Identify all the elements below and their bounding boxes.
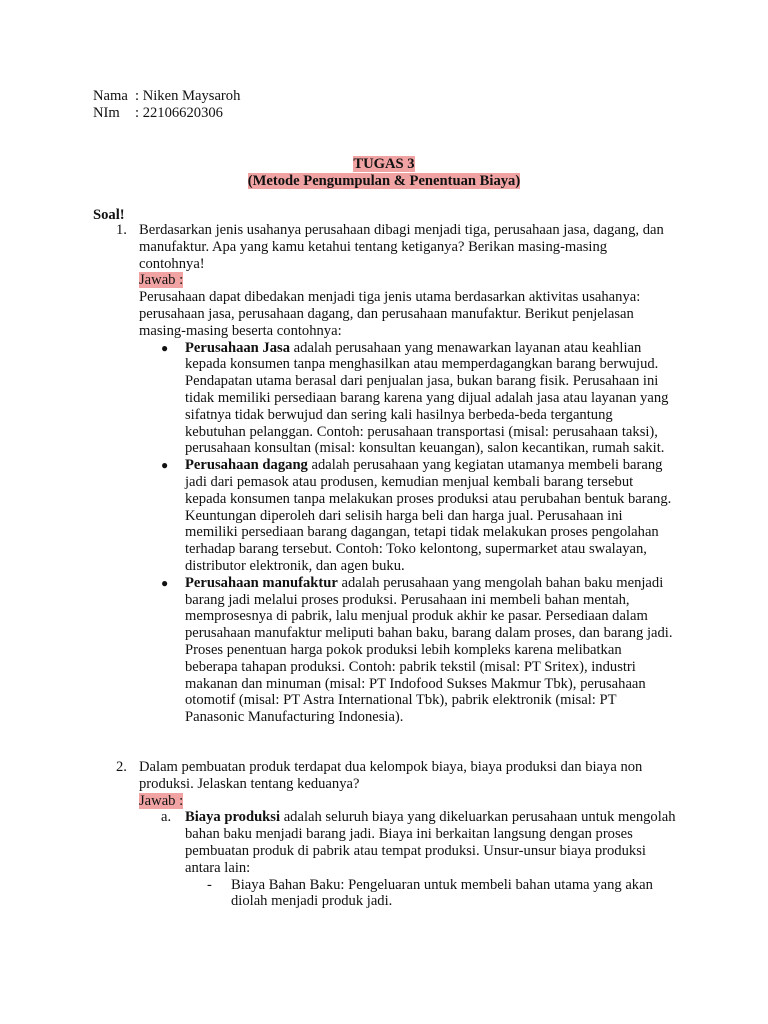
- cost-element-text: Biaya Bahan Baku: Pengeluaran untuk membeli bahan utama yang akan diolah menjadi produk jadi.: [231, 876, 653, 910]
- term: Perusahaan dagang: [185, 457, 308, 474]
- bullet-icon: ●: [161, 575, 169, 590]
- list-item: [139, 575, 676, 726]
- cost-group-list: [139, 809, 676, 910]
- company-type-list: [139, 340, 676, 726]
- document-title: [0, 156, 768, 190]
- title-line-1: TUGAS 3: [353, 156, 415, 172]
- term-description: adalah seluruh biaya yang dikeluarkan perusahaan untuk mengolah bahan baku menjadi barang jadi. Biaya ini berkaitan langsung dengan proses pembuatan produk di pabrik atau tempat produksi. Unsur-unsur biaya produksi antara lain:: [185, 809, 676, 876]
- soal-heading: Soal!: [93, 207, 125, 223]
- question-2: [116, 759, 676, 910]
- student-info: [93, 88, 240, 122]
- question-1-number: 1.: [116, 222, 127, 238]
- answer-1-label: Jawab :: [139, 272, 184, 289]
- nim-value: : 22106620306: [135, 104, 223, 121]
- list-item: [139, 340, 676, 458]
- answer-2-label: Jawab :: [139, 792, 184, 809]
- question-2-number: 2.: [116, 759, 127, 775]
- term: Perusahaan manufaktur: [185, 574, 338, 591]
- answer-1-intro: Perusahaan dapat dibedakan menjadi tiga jenis utama berdasarkan aktivitas usahanya: perusahaan jasa, perusahaan dagang, dan perusahaan manufaktur. Berikut penjelasan masing-masing beserta contohnya:: [139, 289, 641, 339]
- question-2-text: Dalam pembuatan produk terdapat dua kelompok biaya, biaya produksi dan biaya non produksi. Jelaskan tentang keduanya?: [139, 759, 643, 792]
- term-description: adalah perusahaan yang mengolah bahan baku menjadi barang jadi melalui proses produksi. Perusahaan ini membeli bahan mentah, memprosesnya di pabrik, lalu menjual produk akhir ke pasar. Persediaan dalam perusahaan manufaktur meliputi bahan baku, barang dalam proses, dan barang jadi. Proses penentuan harga pokok produksi lebih kompleks karena melibatkan beberapa tahapan produksi. Contoh: pabrik tekstil (misal: PT Sritex), industri makanan dan minuman (misal: PT Indofood Sukses Makmur Tbk), perusahaan otomotif (misal: PT Astra International Tbk), pabrik elektronik (misal: PT Panasonic Manufacturing Indonesia).: [185, 574, 673, 726]
- term: Perusahaan Jasa: [185, 339, 291, 356]
- question-1-text: Berdasarkan jenis usahanya perusahaan dibagi menjadi tiga, perusahaan jasa, dagang, dan manufaktur. Apa yang kamu ketahui tentang ketiganya? Berikan masing-masing contohnya!: [139, 222, 664, 272]
- list-item: [139, 457, 676, 575]
- name-label: Nama: [93, 88, 128, 104]
- nim-label: NIm: [93, 104, 120, 121]
- term-description: adalah perusahaan yang kegiatan utamanya membeli barang jadi dari pemasok atau produsen, kemudian menjual kembali barang tersebut kepada konsumen tanpa melakukan proses produksi atau perubahan bentuk barang. Keuntungan diperoleh dari selisih harga beli dan harga jual. Perusahaan ini memiliki persediaan barang dagangan, tetapi tidak melakukan proses pengolahan terhadap barang tersebut. Contoh: Toko kelontong, supermarket atau swalayan, distributor elektronik, dan agen buku.: [185, 457, 672, 574]
- question-1: [116, 222, 676, 726]
- term: Biaya produksi: [185, 809, 281, 826]
- name-row: [93, 88, 240, 105]
- bullet-icon: ●: [161, 458, 169, 473]
- term-description: adalah perusahaan yang menawarkan layanan atau keahlian kepada konsumen tanpa menghasilkan atau memperdagangkan barang berwujud. Pendapatan utama berasal dari penjualan jasa, bukan barang fisik. Perusahaan ini tidak memiliki persediaan barang karena yang dijual adalah jasa atau layanan yang sifatnya tidak berwujud dan sering kali hasilnya berbeda-beda tergantung kebutuhan pelanggan. Contoh: perusahaan transportasi (misal: perusahaan taksi), perusahaan konsultan (misal: konsultan keuangan), salon kecantikan, rumah sakit.: [185, 339, 669, 457]
- list-marker: -: [207, 876, 212, 893]
- list-marker: a.: [161, 809, 172, 826]
- list-item: [139, 809, 676, 910]
- cost-element-list: [185, 877, 676, 911]
- list-item: [185, 877, 676, 911]
- title-line-2: (Metode Pengumpulan & Penentuan Biaya): [247, 172, 521, 189]
- bullet-icon: ●: [161, 340, 169, 355]
- nim-row: [93, 105, 240, 122]
- name-value: : Niken Maysaroh: [135, 88, 241, 104]
